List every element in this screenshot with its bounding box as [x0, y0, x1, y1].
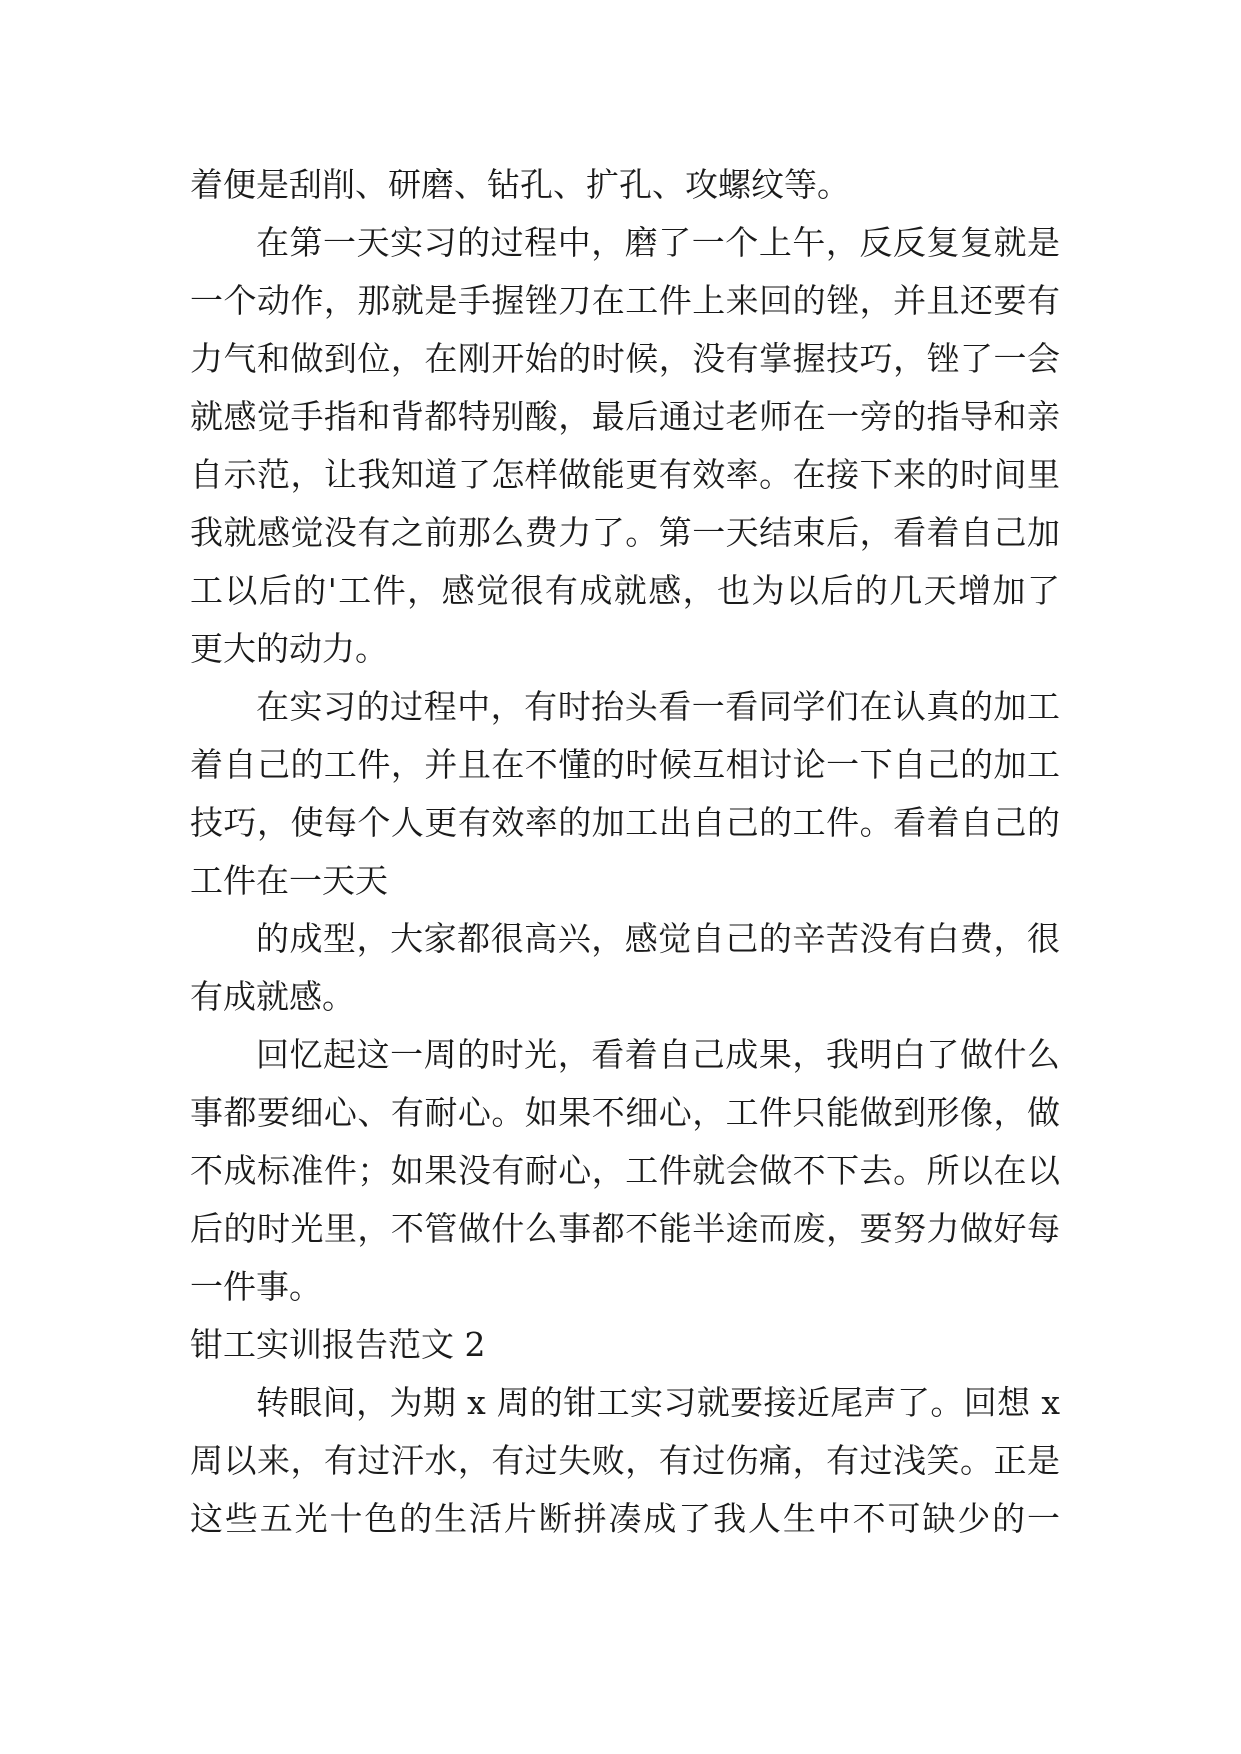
text-line: 事都要细心、有耐心。如果不细心，工件只能做到形像，做	[190, 1093, 1060, 1132]
text-line: 技巧，使每个人更有效率的加工出自己的工件。看着自己的	[190, 803, 1060, 842]
text-line: 工以后的'工件，感觉很有成就感，也为以后的几天增加了	[190, 571, 1060, 610]
paragraph-start-line: 的成型，大家都很高兴，感觉自己的辛苦没有白费，很	[256, 919, 1060, 958]
text-line: 更大的动力。	[190, 629, 388, 668]
section-heading: 钳工实训报告范文 2	[190, 1325, 486, 1364]
paragraph-start-line: 在实习的过程中，有时抬头看一看同学们在认真的加工	[256, 687, 1060, 726]
text-line: 这些五光十色的生活片断拼凑成了我人生中不可缺少的一	[190, 1499, 1060, 1538]
paragraph-start-line: 在第一天实习的过程中，磨了一个上午，反反复复就是	[256, 223, 1060, 262]
paragraph-start-line: 回忆起这一周的时光，看着自己成果，我明白了做什么	[256, 1035, 1060, 1074]
text-line: 工件在一天天	[190, 861, 388, 900]
text-line: 着自己的工件，并且在不懂的时候互相讨论一下自己的加工	[190, 745, 1060, 784]
text-line: 不成标准件；如果没有耐心，工件就会做不下去。所以在以	[190, 1151, 1060, 1190]
text-line: 周以来，有过汗水，有过失败，有过伤痛，有过浅笑。正是	[190, 1441, 1060, 1480]
text-line: 着便是刮削、研磨、钻孔、扩孔、攻螺纹等。	[190, 165, 850, 204]
text-line: 有成就感。	[190, 977, 355, 1016]
paragraph-start-line: 转眼间，为期 x 周的钳工实习就要接近尾声了。回想 x	[256, 1383, 1060, 1422]
text-line: 我就感觉没有之前那么费力了。第一天结束后，看着自己加	[190, 513, 1060, 552]
text-line: 就感觉手指和背都特别酸，最后通过老师在一旁的指导和亲	[190, 397, 1060, 436]
text-line: 一个动作，那就是手握锉刀在工件上来回的锉，并且还要有	[190, 281, 1060, 320]
text-line: 自示范，让我知道了怎样做能更有效率。在接下来的时间里	[190, 455, 1060, 494]
text-line: 后的时光里，不管做什么事都不能半途而废，要努力做好每	[190, 1209, 1060, 1248]
text-line: 一件事。	[190, 1267, 322, 1306]
text-line: 力气和做到位，在刚开始的时候，没有掌握技巧，锉了一会	[190, 339, 1060, 378]
